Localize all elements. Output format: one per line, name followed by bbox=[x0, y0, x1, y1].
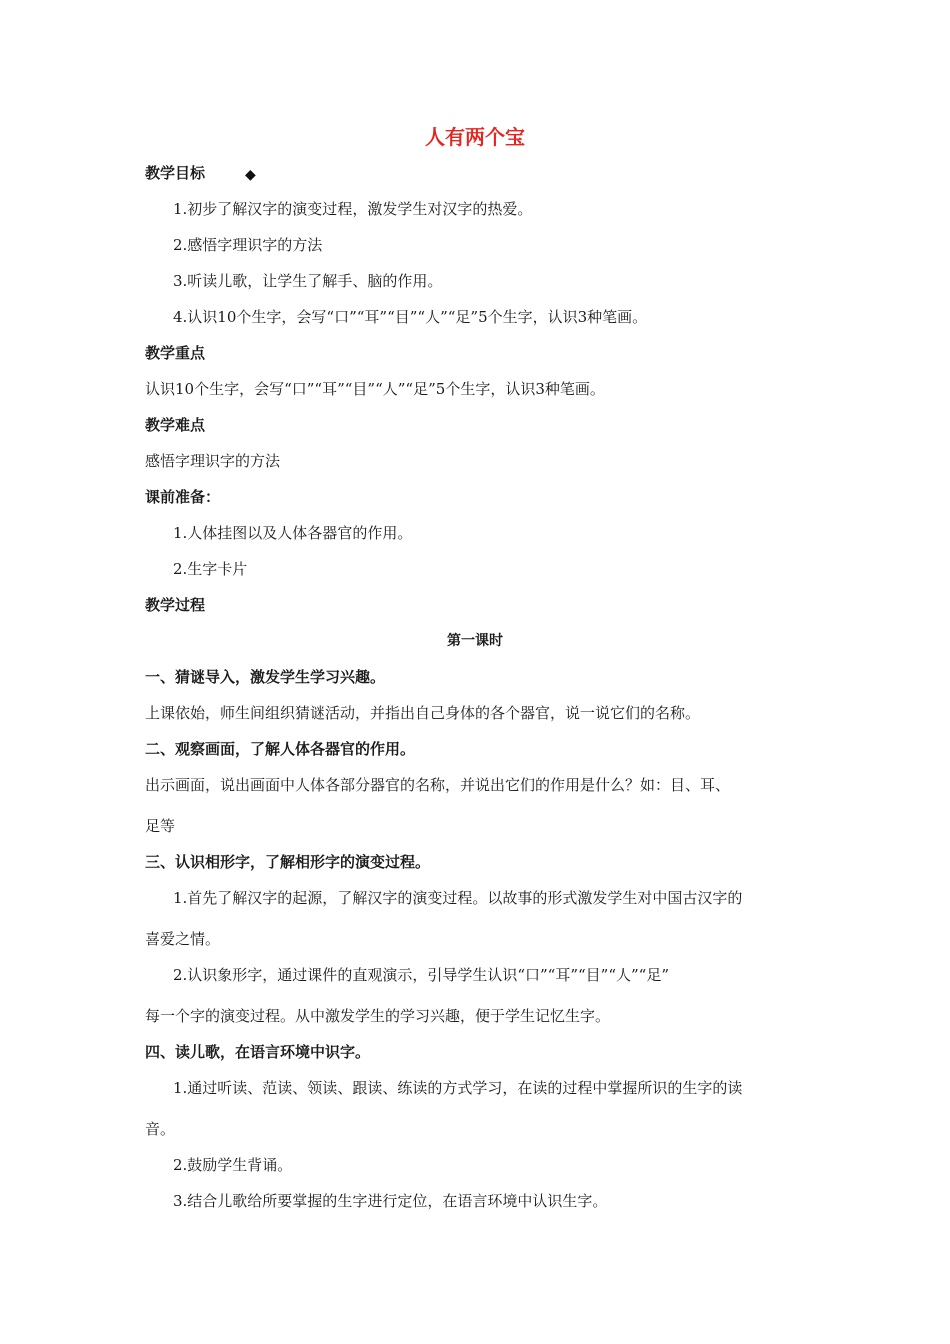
preparation-item-1: 1.人体挂图以及人体各器官的作用。 bbox=[173, 524, 413, 542]
section-1-text: 上课依始，师生间组织猜谜活动，并指出自己身体的各个器官，说一说它们的名称。 bbox=[145, 704, 701, 722]
goal-item-2: 2.感悟字理识字的方法 bbox=[173, 236, 323, 254]
difficulties-text: 感悟字理识字的方法 bbox=[145, 452, 281, 470]
goal-item-1: 1.初步了解汉字的演变过程，激发学生对汉字的热爱。 bbox=[173, 200, 533, 218]
preparation-item-2: 2.生字卡片 bbox=[173, 560, 248, 578]
key-points-text: 认识10个生字，会写“口”“耳”“目”“人”“足”5个生字，认识3种笔画。 bbox=[145, 380, 605, 398]
section-3-item-1-line-2: 喜爱之情。 bbox=[145, 930, 221, 948]
goal-item-4: 4.认识10个生字，会写“口”“耳”“目”“人”“足”5个生字，认识3种笔画。 bbox=[173, 308, 648, 326]
goals-heading: 教学目标 bbox=[145, 164, 206, 182]
section-3-item-2-line-1: 2.认识象形字，通过课件的直观演示，引导学生认识“口”“耳”“目”“人”“足” bbox=[173, 966, 669, 984]
section-2-heading: 二、观察画面，了解人体各器官的作用。 bbox=[145, 740, 416, 758]
section-3-item-2-line-2: 每一个字的演变过程。从中激发学生的学习兴趣，便于学生记忆生字。 bbox=[145, 1007, 611, 1025]
section-4-item-1-line-1: 1.通过听读、范读、领读、跟读、练读的方式学习，在读的过程中掌握所识的生字的读 bbox=[173, 1079, 743, 1097]
section-3-item-1-line-1: 1.首先了解汉字的起源，了解汉字的演变过程。以故事的形式激发学生对中国古汉字的 bbox=[173, 889, 743, 907]
section-4-heading: 四、读儿歌，在语言环境中识字。 bbox=[145, 1043, 371, 1061]
section-2-text-line-1: 出示画面，说出画面中人体各部分器官的名称，并说出它们的作用是什么？如：目、耳、 bbox=[145, 776, 731, 794]
diamond-bullet-icon: ◆ bbox=[245, 167, 256, 183]
section-2-text-line-2: 足等 bbox=[145, 817, 176, 835]
document-title: 人有两个宝 bbox=[425, 125, 525, 149]
goal-item-3: 3.听读儿歌，让学生了解手、脑的作用。 bbox=[173, 272, 443, 290]
section-3-heading: 三、认识相形字，了解相形字的演变过程。 bbox=[145, 853, 431, 871]
lesson-heading: 第一课时 bbox=[447, 633, 503, 649]
section-4-item-1-line-2: 音。 bbox=[145, 1120, 176, 1138]
key-points-heading: 教学重点 bbox=[145, 344, 206, 362]
section-1-heading: 一、猜谜导入，激发学生学习兴趣。 bbox=[145, 668, 386, 686]
process-heading: 教学过程 bbox=[145, 596, 206, 614]
section-4-item-3: 3.结合儿歌给所要掌握的生字进行定位，在语言环境中认识生字。 bbox=[173, 1192, 608, 1210]
section-4-item-2: 2.鼓励学生背诵。 bbox=[173, 1156, 293, 1174]
preparation-heading: 课前准备： bbox=[145, 488, 221, 506]
difficulties-heading: 教学难点 bbox=[145, 416, 206, 434]
